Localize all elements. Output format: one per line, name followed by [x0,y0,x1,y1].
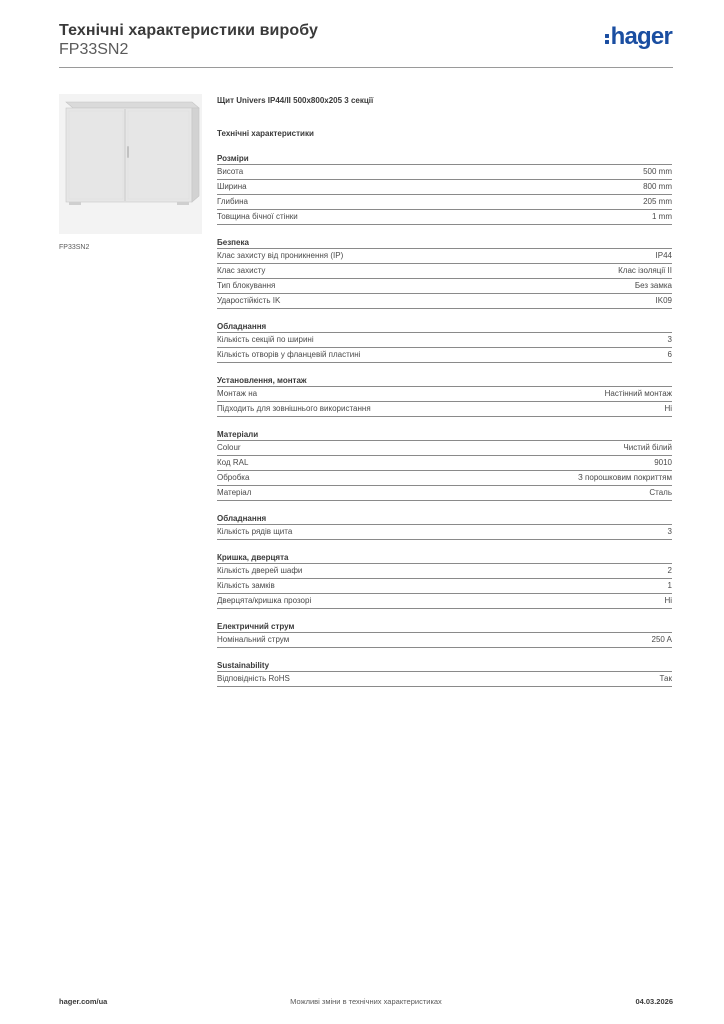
spec-row [217,564,672,579]
section-title: Розміри [217,152,672,165]
spec-label: Ударостійкість IK [217,296,281,305]
spec-label: Ширина [217,182,247,191]
spec-value: 250 A [651,635,672,644]
spec-value: IP44 [655,251,672,260]
spec-label: Код RAL [217,458,249,467]
spec-row [217,486,672,501]
spec-value: Чистий білий [623,443,672,452]
spec-section [217,320,672,363]
spec-value: 6 [667,350,672,359]
specs-heading: Технічні характеристики [217,129,314,138]
spec-label: Кількість рядів щита [217,527,293,536]
spec-value: З порошковим покриттям [578,473,672,482]
spec-label: Кількість замків [217,581,275,590]
spec-row [217,471,672,486]
spec-label: Монтаж на [217,389,258,398]
product-code: FP33SN2 [59,41,129,58]
spec-row [217,165,672,180]
spec-value: 205 mm [643,197,672,206]
spec-row [217,594,672,609]
specs-sections [217,152,672,687]
spec-value: Hi [664,404,672,413]
page-footer [59,997,673,1009]
spec-value: Клас ізоляції II [618,266,672,275]
spec-row [217,333,672,348]
section-title: Sustainability [217,659,672,672]
spec-section [217,512,672,540]
spec-section [217,620,672,648]
spec-label: Номінальний струм [217,635,290,644]
spec-label: Кількість секцій по ширині [217,335,314,344]
spec-section [217,551,672,609]
spec-row [217,279,672,294]
document-title: Технічні характеристики виробу [59,22,318,39]
hager-logo[interactable] [605,25,672,49]
spec-section [217,659,672,687]
spec-value: 3 [667,527,672,536]
cabinet-image [59,94,202,234]
spec-row [217,195,672,210]
spec-row [217,180,672,195]
spec-label: Тип блокування [217,281,276,290]
spec-row [217,579,672,594]
document-header [59,20,673,68]
spec-row [217,456,672,471]
spec-section [217,236,672,309]
spec-value: 2 [667,566,672,575]
footer-date: 04.03.2026 [635,997,673,1006]
spec-value: 1 mm [652,212,672,221]
specs-content [217,94,672,687]
section-title: Обладнання [217,512,672,525]
spec-section [217,374,672,417]
logo-text: hager [610,23,672,50]
spec-label: Висота [217,167,244,176]
spec-label: Глибина [217,197,248,206]
spec-label: Клас захисту від проникнення (IP) [217,251,344,260]
spec-label: Клас захисту [217,266,266,275]
spec-value: Сталь [649,488,672,497]
spec-label: Дверцята/кришка прозорі [217,596,312,605]
spec-label: Colour [217,443,241,452]
spec-section [217,428,672,501]
spec-row [217,387,672,402]
spec-row [217,633,672,648]
spec-value: 3 [667,335,672,344]
footer-website-link[interactable]: hager.com/ua [59,997,108,1006]
spec-label: Обробка [217,473,250,482]
spec-row [217,525,672,540]
product-name: Щит Univers IP44/II 500x800x205 3 секції [217,96,374,105]
product-image [59,94,202,234]
spec-row [217,264,672,279]
spec-value: Настінний монтаж [604,389,672,398]
spec-label: Відповідність RoHS [217,674,290,683]
spec-value: 9010 [654,458,672,467]
spec-section [217,152,672,225]
spec-row [217,249,672,264]
spec-value: IK09 [655,296,672,305]
spec-label: Кількість дверей шафи [217,566,303,575]
section-title: Матеріали [217,428,672,441]
spec-row [217,348,672,363]
spec-label: Матеріал [217,488,252,497]
spec-row [217,672,672,687]
footer-note: Можливі зміни в технічних характеристиках [290,997,442,1006]
spec-value: Так [659,674,672,683]
spec-label: Підходить для зовнішнього використання [217,404,371,413]
spec-value: 500 mm [643,167,672,176]
spec-value: 800 mm [643,182,672,191]
spec-value: Hi [664,596,672,605]
spec-row [217,210,672,225]
spec-value: Без замка [634,281,672,290]
section-title: Установлення, монтаж [217,374,672,387]
logo-dots-icon [605,34,609,44]
spec-row [217,402,672,417]
image-caption: FP33SN2 [59,244,90,251]
section-title: Кришка, дверцята [217,551,672,564]
spec-row [217,441,672,456]
section-title: Безпека [217,236,672,249]
spec-label: Кількість отворів у фланцевій пластині [217,350,361,359]
section-title: Обладнання [217,320,672,333]
spec-value: 1 [667,581,672,590]
spec-row [217,294,672,309]
section-title: Електричний струм [217,620,672,633]
spec-label: Товщина бічної стінки [217,212,298,221]
